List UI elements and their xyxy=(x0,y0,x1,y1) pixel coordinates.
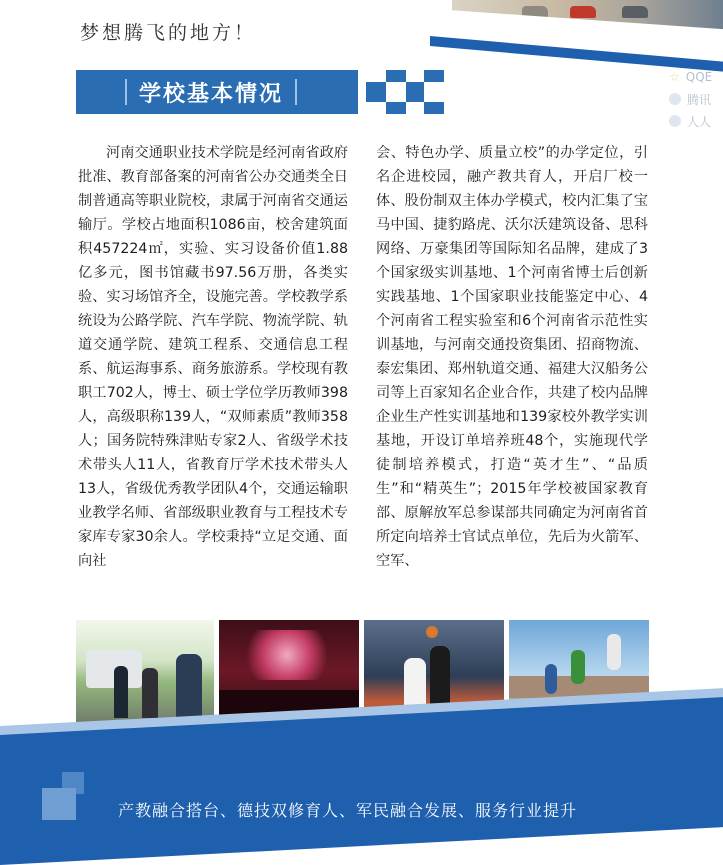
share-item-qq[interactable] xyxy=(659,66,723,88)
slogan-heading: 梦想腾飞的地方！ xyxy=(80,22,257,44)
car-shape xyxy=(622,6,648,18)
share-label: 人人 xyxy=(687,114,712,129)
star-icon: ☆ xyxy=(669,70,680,84)
checker-decoration xyxy=(346,70,446,114)
section-header xyxy=(76,70,346,114)
share-item-renren[interactable] xyxy=(659,110,723,132)
article-left-column xyxy=(78,141,348,573)
share-item-tencent[interactable] xyxy=(659,88,723,110)
divider xyxy=(295,79,297,105)
photo-campus-visit xyxy=(76,620,214,723)
tencent-icon xyxy=(669,93,681,105)
car-shape xyxy=(570,6,596,18)
side-share-menu[interactable] xyxy=(659,66,723,146)
share-label: 腾讯 xyxy=(687,92,712,107)
footer-motto: 产教融合搭台、德技双修育人、军民融合发展、服务行业提升 xyxy=(118,801,578,820)
article-text: 河南交通职业技术学院是经河南省政府批准、教育部备案的河南省公办交通类全日制普通高等职业院校，隶属于河南省交通运输厅。学校占地面积1086亩，校舍建筑面积457224㎡，实验、实习设备价值1.88亿多元，图书馆藏书97.56万册，各类实验、实习场馆齐全，设施完善。学校教学系统设为公路学院、汽车学院、物流学院、轨道交通学院、建筑工程系、交通信息工程系、航运海事系、商务旅游系。学校现有教职工702人，博士、硕士学位学历教师398人，高级职称139人，“双师素质”教师358人；国务院特殊津贴专家2人、省级学术技术带头人11人，省教育厅学术技术带头人13人，省级优秀教学团队4个，交通运输职业教学名师、省部级职业教育与工程技术专家库专家30余人。学校秉持“立足交通、面向社 xyxy=(78,145,348,569)
renren-icon xyxy=(669,115,681,127)
article-right-column: 会、特色办学、质量立校”的办学定位，引名企进校园，融产教共育人，开启厂校一体、股份制双主体办学模式，校内汇集了宝马中国、捷豹路虎、沃尔沃建筑设备、思科网络、万豪集团等国际知名品牌，建成了3个国家级实训基地、1个河南省博士后创新实践基地、1个国家职业技能鉴定中心、4个河南省工程实验室和6个河南省示范性实训基地，与河南交通投资集团、招商物流、泰宏集团、郑州轨道交通、福建大汉船务公司等上百家知名企业合作，共建了校内品牌企业生产性实训基地和139家校外教学实训基地，开设订单培养班48个，实施现代学徒制培养模式，打造“英才生”、“品质生”和“精英生”；2015年学校被国家教育部、原解放军总参谋部共同确定为河南省首所定向培养士官试点单位，先后为火箭军、空军、 xyxy=(376,145,648,569)
footer-square-decoration xyxy=(42,788,76,820)
share-label: QQE xyxy=(685,70,713,84)
section-title: 学校基本情况 xyxy=(138,80,283,107)
divider xyxy=(125,79,127,105)
